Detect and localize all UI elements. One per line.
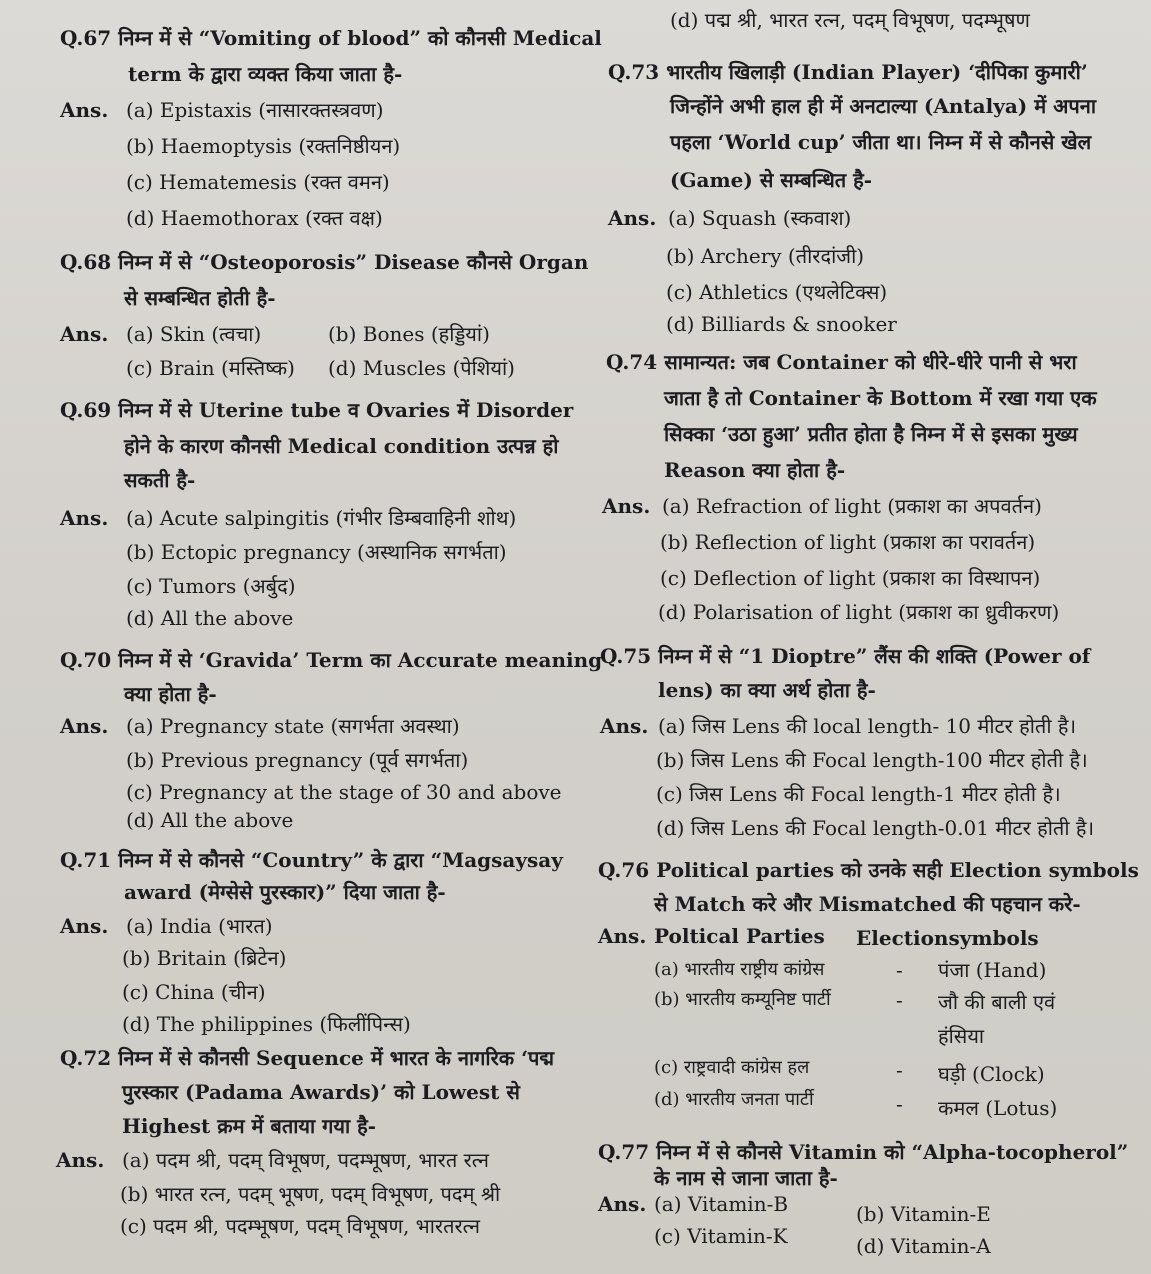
question-70-option-b: (b) Previous pregnancy (पूर्व सगर्भता) <box>126 748 469 772</box>
question-number: Q.67 <box>60 26 112 50</box>
option-text: (a) पदम श्री, पदम् विभूषण, पदम्भूषण, भारत रत्न <box>122 1148 490 1172</box>
question-number: Q.74 <box>606 350 658 374</box>
question-70-option-a <box>60 714 460 738</box>
answer-label: Ans. <box>598 1192 647 1216</box>
option-text: (a) जिस Lens की local length- 10 मीटर होती है। <box>658 714 1077 738</box>
question-73-option-b: (b) Archery (तीरदांजी) <box>666 244 865 268</box>
question-75-option-b: (b) जिस Lens की Focal length-100 मीटर होती है। <box>656 748 1088 772</box>
question-73-line3: पहला ‘World cup’ जीता था। निम्न में से कौनसे खेल <box>670 130 1092 154</box>
question-77-line2: के नाम से जाना जाता है- <box>654 1166 838 1190</box>
question-number: Q.72 <box>60 1046 112 1070</box>
question-77-option-b: (b) Vitamin-E <box>856 1202 991 1226</box>
question-number: Q.76 <box>598 858 650 882</box>
option-text: (a) Skin (त्वचा) <box>126 322 262 346</box>
table-row-b-symbol: जौ की बाली एवं <box>938 990 1056 1014</box>
question-73-line2: जिन्होंने अभी हाल ही में अनटाल्या (Antalya) में अपना <box>670 94 1097 118</box>
question-71-option-c: (c) China (चीन) <box>122 980 266 1004</box>
question-number: Q.69 <box>60 398 112 422</box>
question-72-option-d: (d) पद्म श्री, भारत रत्न, पदम् विभूषण, पदम्भूषण <box>670 8 1030 32</box>
question-69-option-c: (c) Tumors (अर्बुद) <box>126 574 296 598</box>
question-74-line2: जाता है तो Container के Bottom में रखा गया एक <box>664 386 1097 410</box>
question-75-line2: lens) का क्या अर्थ होता है- <box>658 678 876 702</box>
question-67-option-c: (c) Hematemesis (रक्त वमन) <box>126 170 390 194</box>
question-70-line1 <box>60 648 602 672</box>
col-header-symbols: Electionsymbols <box>856 926 1039 950</box>
question-67-line1 <box>60 26 602 50</box>
question-71-line1 <box>60 848 563 872</box>
table-row-c-symbol: घड़ी (Clock) <box>938 1062 1045 1086</box>
table-row-b-dash: - <box>896 988 903 1012</box>
question-69-line1 <box>60 398 573 422</box>
question-text: निम्न में से “1 Dioptre” लैंस की शक्ति (Power of <box>658 644 1091 668</box>
question-68-option-d: (d) Muscles (पेशियां) <box>328 356 515 380</box>
question-74-line1 <box>606 350 1077 374</box>
question-67-option-b: (b) Haemoptysis (रक्तनिष्ठीयन) <box>126 134 401 158</box>
option-text: (a) Vitamin-B <box>654 1192 789 1216</box>
question-74-option-d: (d) Polarisation of light (प्रकाश का ध्रुवीकरण) <box>658 600 1060 624</box>
question-number: Q.70 <box>60 648 112 672</box>
question-71-option-d: (d) The philippines (फिलींपिन्स) <box>122 1012 411 1036</box>
question-77-option-c: (c) Vitamin-K <box>654 1224 788 1248</box>
table-row-d-party: (d) भारतीय जनता पार्टी <box>654 1089 814 1110</box>
option-text: (a) Refraction of light (प्रकाश का अपवर्तन) <box>662 494 1042 518</box>
question-77-line1 <box>598 1140 1128 1164</box>
question-73-line1 <box>608 60 1088 84</box>
question-72-option-c: (c) पदम श्री, पदम्भूषण, पदम् विभूषण, भारतरत्न <box>120 1214 480 1238</box>
question-74-option-a <box>602 494 1042 518</box>
answer-label: Ans. <box>56 1148 105 1172</box>
question-70-option-c: (c) Pregnancy at the stage of 30 and above <box>126 780 562 804</box>
table-row-a-party: (a) भारतीय राष्ट्रीय कांग्रेस <box>654 959 825 980</box>
answer-label: Ans. <box>598 924 647 948</box>
question-71-line2: award (मेग्सेसे पुरस्कार)” दिया जाता है- <box>124 880 446 904</box>
answer-label: Ans. <box>608 206 657 230</box>
question-68-line1 <box>60 250 588 274</box>
answer-label: Ans. <box>60 98 109 122</box>
answer-label: Ans. <box>60 914 109 938</box>
question-74-line4: Reason क्या होता है- <box>664 458 846 482</box>
question-text: निम्न में से कौनसे “Country” के द्वारा “Magsaysay <box>118 848 563 872</box>
question-69-line2: होने के कारण कौनसी Medical condition उत्पन्न हो <box>124 434 559 458</box>
question-76-table-header <box>598 924 825 948</box>
question-72-line3: Highest क्रम में बताया गया है- <box>122 1114 377 1138</box>
question-73-option-c: (c) Athletics (एथलेटिक्स) <box>666 280 888 304</box>
question-77-option-d: (d) Vitamin-A <box>856 1234 991 1258</box>
question-70-option-d: (d) All the above <box>126 808 294 832</box>
question-number: Q.71 <box>60 848 112 872</box>
question-number: Q.73 <box>608 60 660 84</box>
question-75-option-d: (d) जिस Lens की Focal length-0.01 मीटर होती है। <box>656 816 1095 840</box>
question-70-line2: क्या होता है- <box>124 682 217 706</box>
question-75-line1 <box>600 644 1090 668</box>
question-68-line2: से सम्बन्धित होती है- <box>124 286 276 310</box>
col-header-parties: Poltical Parties <box>654 924 825 948</box>
option-text: (a) Acute salpingitis (गंभीर डिम्बवाहिनी शोथ) <box>126 506 517 530</box>
question-text: निम्न में से कौनसी Sequence में भारत के नागरिक ‘पद्म <box>118 1046 555 1070</box>
option-text: (a) India (भारत) <box>126 914 273 938</box>
question-76-line1 <box>598 858 1139 882</box>
table-row-b-symbol-cont: हंसिया <box>938 1024 985 1048</box>
question-text: निम्न में से “Osteoporosis” Disease कौनसे Organ <box>118 250 589 274</box>
option-text: (a) Epistaxis (नासारक्तस्त्रवण) <box>126 98 384 122</box>
right-column <box>598 0 1138 1274</box>
question-number: Q.75 <box>600 644 652 668</box>
question-68-option-c: (c) Brain (मस्तिष्क) <box>126 356 295 380</box>
answer-label: Ans. <box>60 322 109 346</box>
question-73-option-a <box>608 206 851 230</box>
answer-label: Ans. <box>600 714 649 738</box>
question-text: निम्न में से कौनसे Vitamin को “Alpha-tocopherol” <box>656 1140 1129 1164</box>
question-74-line3: सिक्का ‘उठा हुआ’ प्रतीत होता है निम्न में से इसका मुख्य <box>664 422 1078 446</box>
left-column <box>56 0 603 1274</box>
table-row-c-dash: - <box>896 1058 903 1082</box>
question-73-line4: (Game) से सम्बन्धित है- <box>670 168 873 192</box>
question-75-option-a <box>600 714 1076 738</box>
question-74-option-b: (b) Reflection of light (प्रकाश का परावर्तन) <box>660 530 1036 554</box>
table-row-a-symbol: पंजा (Hand) <box>938 958 1047 982</box>
question-68-option-a <box>60 322 261 346</box>
question-72-line1 <box>60 1046 554 1070</box>
question-71-option-b: (b) Britain (ब्रिटेन) <box>122 946 287 970</box>
question-76-line2: से Match करे और Mismatched की पहचान करे- <box>654 892 1081 916</box>
question-74-option-c: (c) Deflection of light (प्रकाश का विस्थापन) <box>660 566 1041 590</box>
question-71-option-a <box>60 914 273 938</box>
table-row-c-party: (c) राष्ट्रवादी कांग्रेस हल <box>654 1057 810 1078</box>
question-text: सामान्यत: जब Container को धीरे-धीरे पानी से भरा <box>664 350 1077 374</box>
table-row-b-party: (b) भारतीय कम्यूनिष्ट पार्टी <box>654 989 831 1010</box>
question-67-option-a <box>60 98 384 122</box>
question-68-option-b: (b) Bones (हड्डियां) <box>328 322 490 346</box>
question-72-option-b: (b) भारत रत्न, पदम् भूषण, पदम् विभूषण, पदम् श्री <box>120 1182 501 1206</box>
answer-label: Ans. <box>60 506 109 530</box>
question-text: भारतीय खिलाड़ी (Indian Player) ‘दीपिका कुमारी’ <box>666 60 1088 84</box>
answer-label: Ans. <box>60 714 109 738</box>
table-row-d-dash: - <box>896 1092 903 1116</box>
question-text: निम्न में से “Vomiting of blood” को कौनसी Medical <box>118 26 602 50</box>
option-text: (a) Pregnancy state (सगर्भता अवस्था) <box>126 714 460 738</box>
question-69-option-b: (b) Ectopic pregnancy (अस्थानिक सगर्भता) <box>126 540 507 564</box>
question-67-line2: term के द्वारा व्यक्त किया जाता है- <box>128 62 403 86</box>
question-text: निम्न में से ‘Gravida’ Term का Accurate meaning <box>118 648 603 672</box>
question-number: Q.68 <box>60 250 112 274</box>
question-72-line2: पुरस्कार (Padama Awards)’ को Lowest से <box>122 1080 520 1104</box>
question-67-option-d: (d) Haemothorax (रक्त वक्ष) <box>126 206 383 230</box>
question-text: Political parties को उनके सही Election symbols <box>656 858 1139 882</box>
question-69-line3: सकती है- <box>124 468 196 492</box>
question-text: निम्न में से Uterine tube व Ovaries में Disorder <box>118 398 574 422</box>
question-69-option-a <box>60 506 516 530</box>
table-row-a-dash: - <box>896 958 903 982</box>
question-73-option-d: (d) Billiards & snooker <box>666 312 897 336</box>
question-number: Q.77 <box>598 1140 650 1164</box>
question-72-option-a <box>56 1148 489 1172</box>
question-75-option-c: (c) जिस Lens की Focal length-1 मीटर होती है। <box>656 782 1061 806</box>
question-77-option-a <box>598 1192 788 1216</box>
answer-label: Ans. <box>602 494 651 518</box>
option-text: (a) Squash (स्कवाश) <box>668 206 852 230</box>
table-row-d-symbol: कमल (Lotus) <box>938 1096 1058 1120</box>
question-69-option-d: (d) All the above <box>126 606 294 630</box>
